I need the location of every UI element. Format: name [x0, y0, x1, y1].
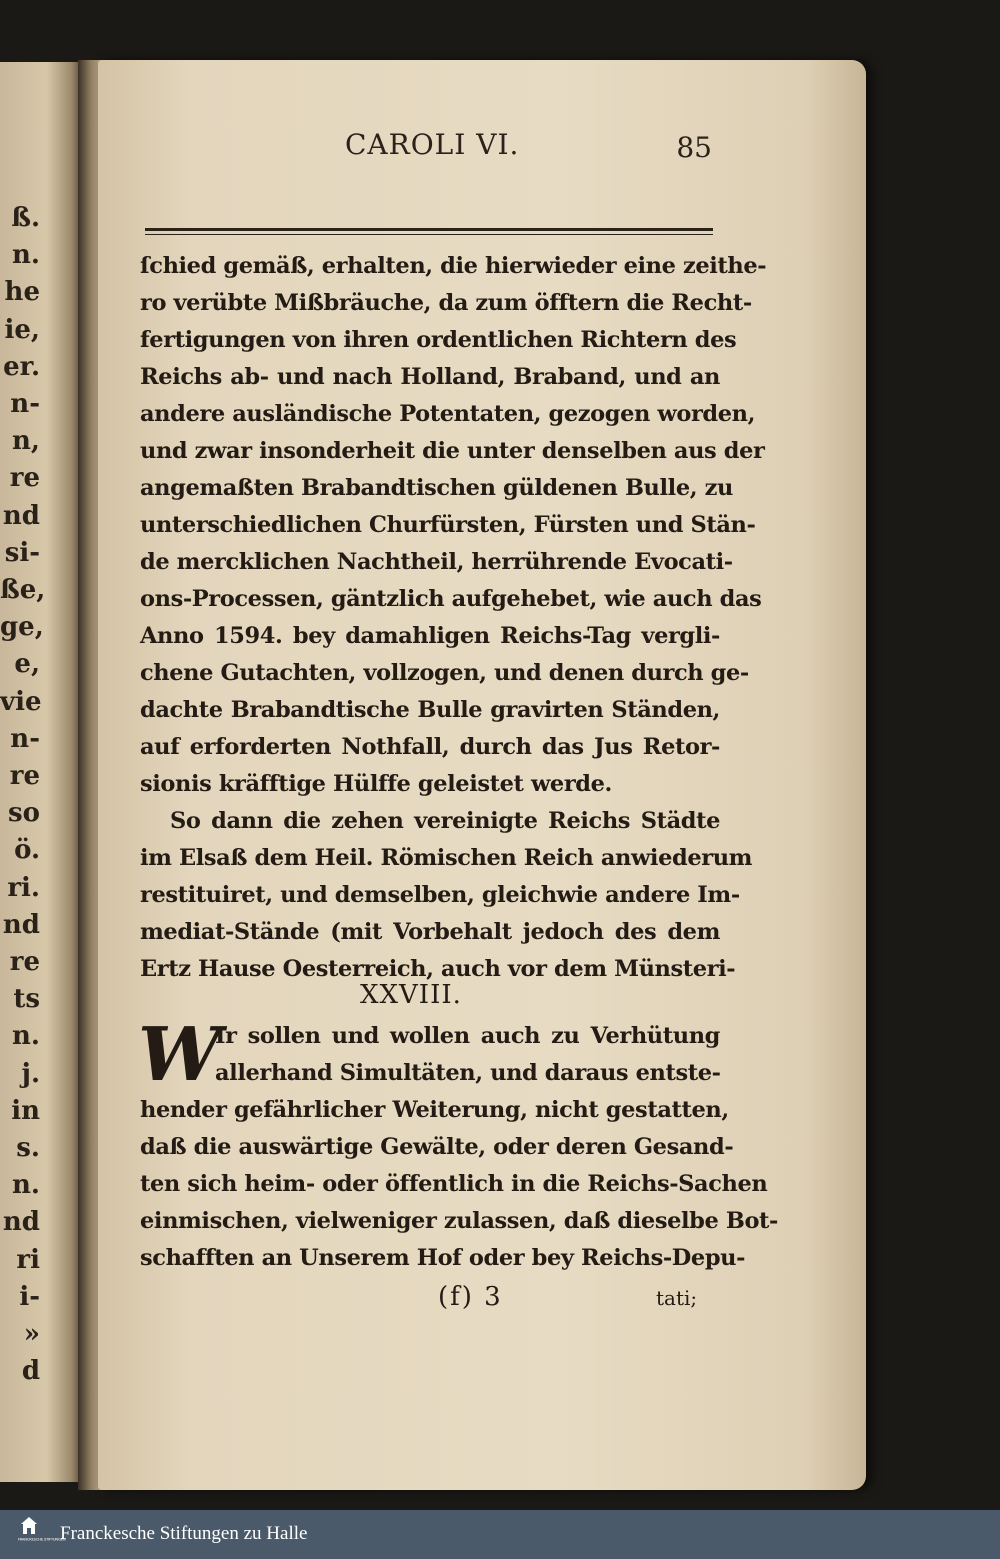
text-line: fertigungen von ihren ordentlichen Richtern des — [140, 327, 737, 353]
signature-mark: (f) 3 — [438, 1282, 503, 1312]
text-line: ten sich heim- oder öffentlich in die Reichs-Sachen — [140, 1171, 768, 1197]
left-page-fragment: si- — [4, 537, 40, 568]
left-page-fragment: e, — [14, 649, 40, 680]
left-page-fragment: d — [21, 1356, 40, 1387]
text-line: andere ausländische Potentaten, gezogen worden, — [140, 401, 756, 427]
left-page-fragment: ri — [16, 1244, 40, 1275]
text-line: restituiret, und demselben, gleichwie andere Im- — [140, 882, 740, 908]
left-page-fragment: n, — [12, 426, 40, 457]
page-number: 85 — [676, 131, 712, 164]
text-line: de mercklichen Nachtheil, herrührende Evocati- — [140, 549, 733, 575]
text-line: chene Gutachten, vollzogen, und denen durch ge- — [140, 660, 749, 686]
header-rule — [145, 228, 713, 231]
left-page-fragment: j. — [21, 1058, 40, 1089]
left-page-fragment: n. — [12, 240, 40, 271]
text-line: So dann die zehen vereinigte Reichs Städte — [170, 808, 720, 834]
footer-bar — [0, 1510, 1000, 1559]
text-line: auf erforderten Nothfall, durch das Jus Retor- — [140, 734, 720, 760]
text-line: daß die auswärtige Gewälte, oder deren Gesand- — [140, 1134, 734, 1160]
text-line: schafften an Unserem Hof oder bey Reichs-Depu- — [140, 1245, 746, 1271]
left-page-fragment: n. — [12, 1170, 40, 1201]
left-page-fragment: ö. — [14, 835, 40, 866]
text-line: unterschiedlichen Churfürsten, Fürsten und Stän- — [140, 512, 756, 538]
left-page-fragment: nd — [2, 1207, 40, 1238]
text-line: ro verübte Mißbräuche, da zum öfftern die Recht- — [140, 290, 752, 316]
left-page-fragment: ß. — [11, 203, 40, 233]
text-line: und zwar insonderheit die unter denselben aus der — [140, 438, 765, 464]
left-page-fragment: re — [9, 463, 40, 494]
running-head-title: CAROLI VI. — [345, 128, 520, 161]
text-line: dachte Brabandtische Bulle gravirten Ständen, — [140, 697, 720, 723]
left-page-fragment: re — [9, 947, 40, 977]
left-page-edge — [0, 62, 84, 1482]
text-line: einmischen, vielweniger zulassen, daß dieselbe Bot- — [140, 1208, 778, 1234]
text-line: Ir sollen und wollen auch zu Verhütung — [215, 1023, 720, 1049]
text-line: Reichs ab- und nach Holland, Braband, und an — [140, 364, 720, 390]
section-heading: XXVIII. — [360, 980, 462, 1010]
left-page-fragment: s. — [16, 1133, 40, 1163]
left-page-fragment: nd — [2, 909, 40, 940]
left-page-fragment: ße, — [0, 575, 46, 605]
text-line: allerhand Simultäten, und daraus entste- — [215, 1060, 721, 1086]
left-page-fragment: re — [9, 761, 40, 791]
text-line: hender gefährlicher Weiterung, nicht gestatten, — [140, 1097, 729, 1123]
left-page-fragment: n. — [12, 1021, 40, 1052]
text-line: Ertz Hause Oesterreich, auch vor dem Münsteri- — [140, 956, 736, 982]
left-page-fragment: n- — [10, 389, 40, 419]
institution-name: Franckesche Stiftungen zu Halle — [60, 1523, 308, 1544]
building-icon — [20, 1516, 38, 1538]
header-rule-thin — [145, 234, 713, 235]
left-page-fragment: n- — [10, 723, 40, 754]
catchword: tati; — [656, 1286, 698, 1310]
left-page-fragment: vie — [0, 686, 42, 717]
left-page-fragment: ts — [13, 984, 40, 1015]
left-page-fragment: he — [4, 277, 40, 308]
left-page-fragment: ie, — [4, 314, 40, 345]
left-page-fragment: so — [8, 798, 40, 829]
left-page-fragment: » — [23, 1319, 40, 1349]
left-page-fragment: in — [11, 1095, 40, 1126]
left-page-fragment: ri. — [7, 872, 40, 903]
drop-cap: W — [138, 1012, 222, 1098]
text-line: ſchied gemäß, erhalten, die hierwieder eine zeithe- — [140, 253, 767, 279]
institution-logo — [14, 1516, 66, 1552]
logo-text: FRANCKESCHE STIFTUNGEN — [17, 1537, 66, 1542]
running-head — [100, 128, 720, 168]
text-line: sionis kräfftige Hülffe geleistet werde. — [140, 771, 612, 797]
text-line: Anno 1594. bey damahligen Reichs-Tag vergli- — [140, 623, 720, 649]
text-line: ons-Processen, gäntzlich aufgehebet, wie auch das — [140, 586, 762, 612]
left-page-fragment: er. — [3, 351, 40, 382]
text-line: mediat-Stände (mit Vorbehalt jedoch des dem — [140, 919, 720, 945]
text-line: angemaßten Brabandtischen güldenen Bulle, zu — [140, 475, 733, 501]
text-line: im Elsaß dem Heil. Römischen Reich anwiederum — [140, 845, 753, 871]
left-page-fragment: ge, — [0, 612, 44, 643]
left-page-fragment: i- — [19, 1281, 40, 1312]
left-page-fragment: nd — [2, 500, 40, 531]
